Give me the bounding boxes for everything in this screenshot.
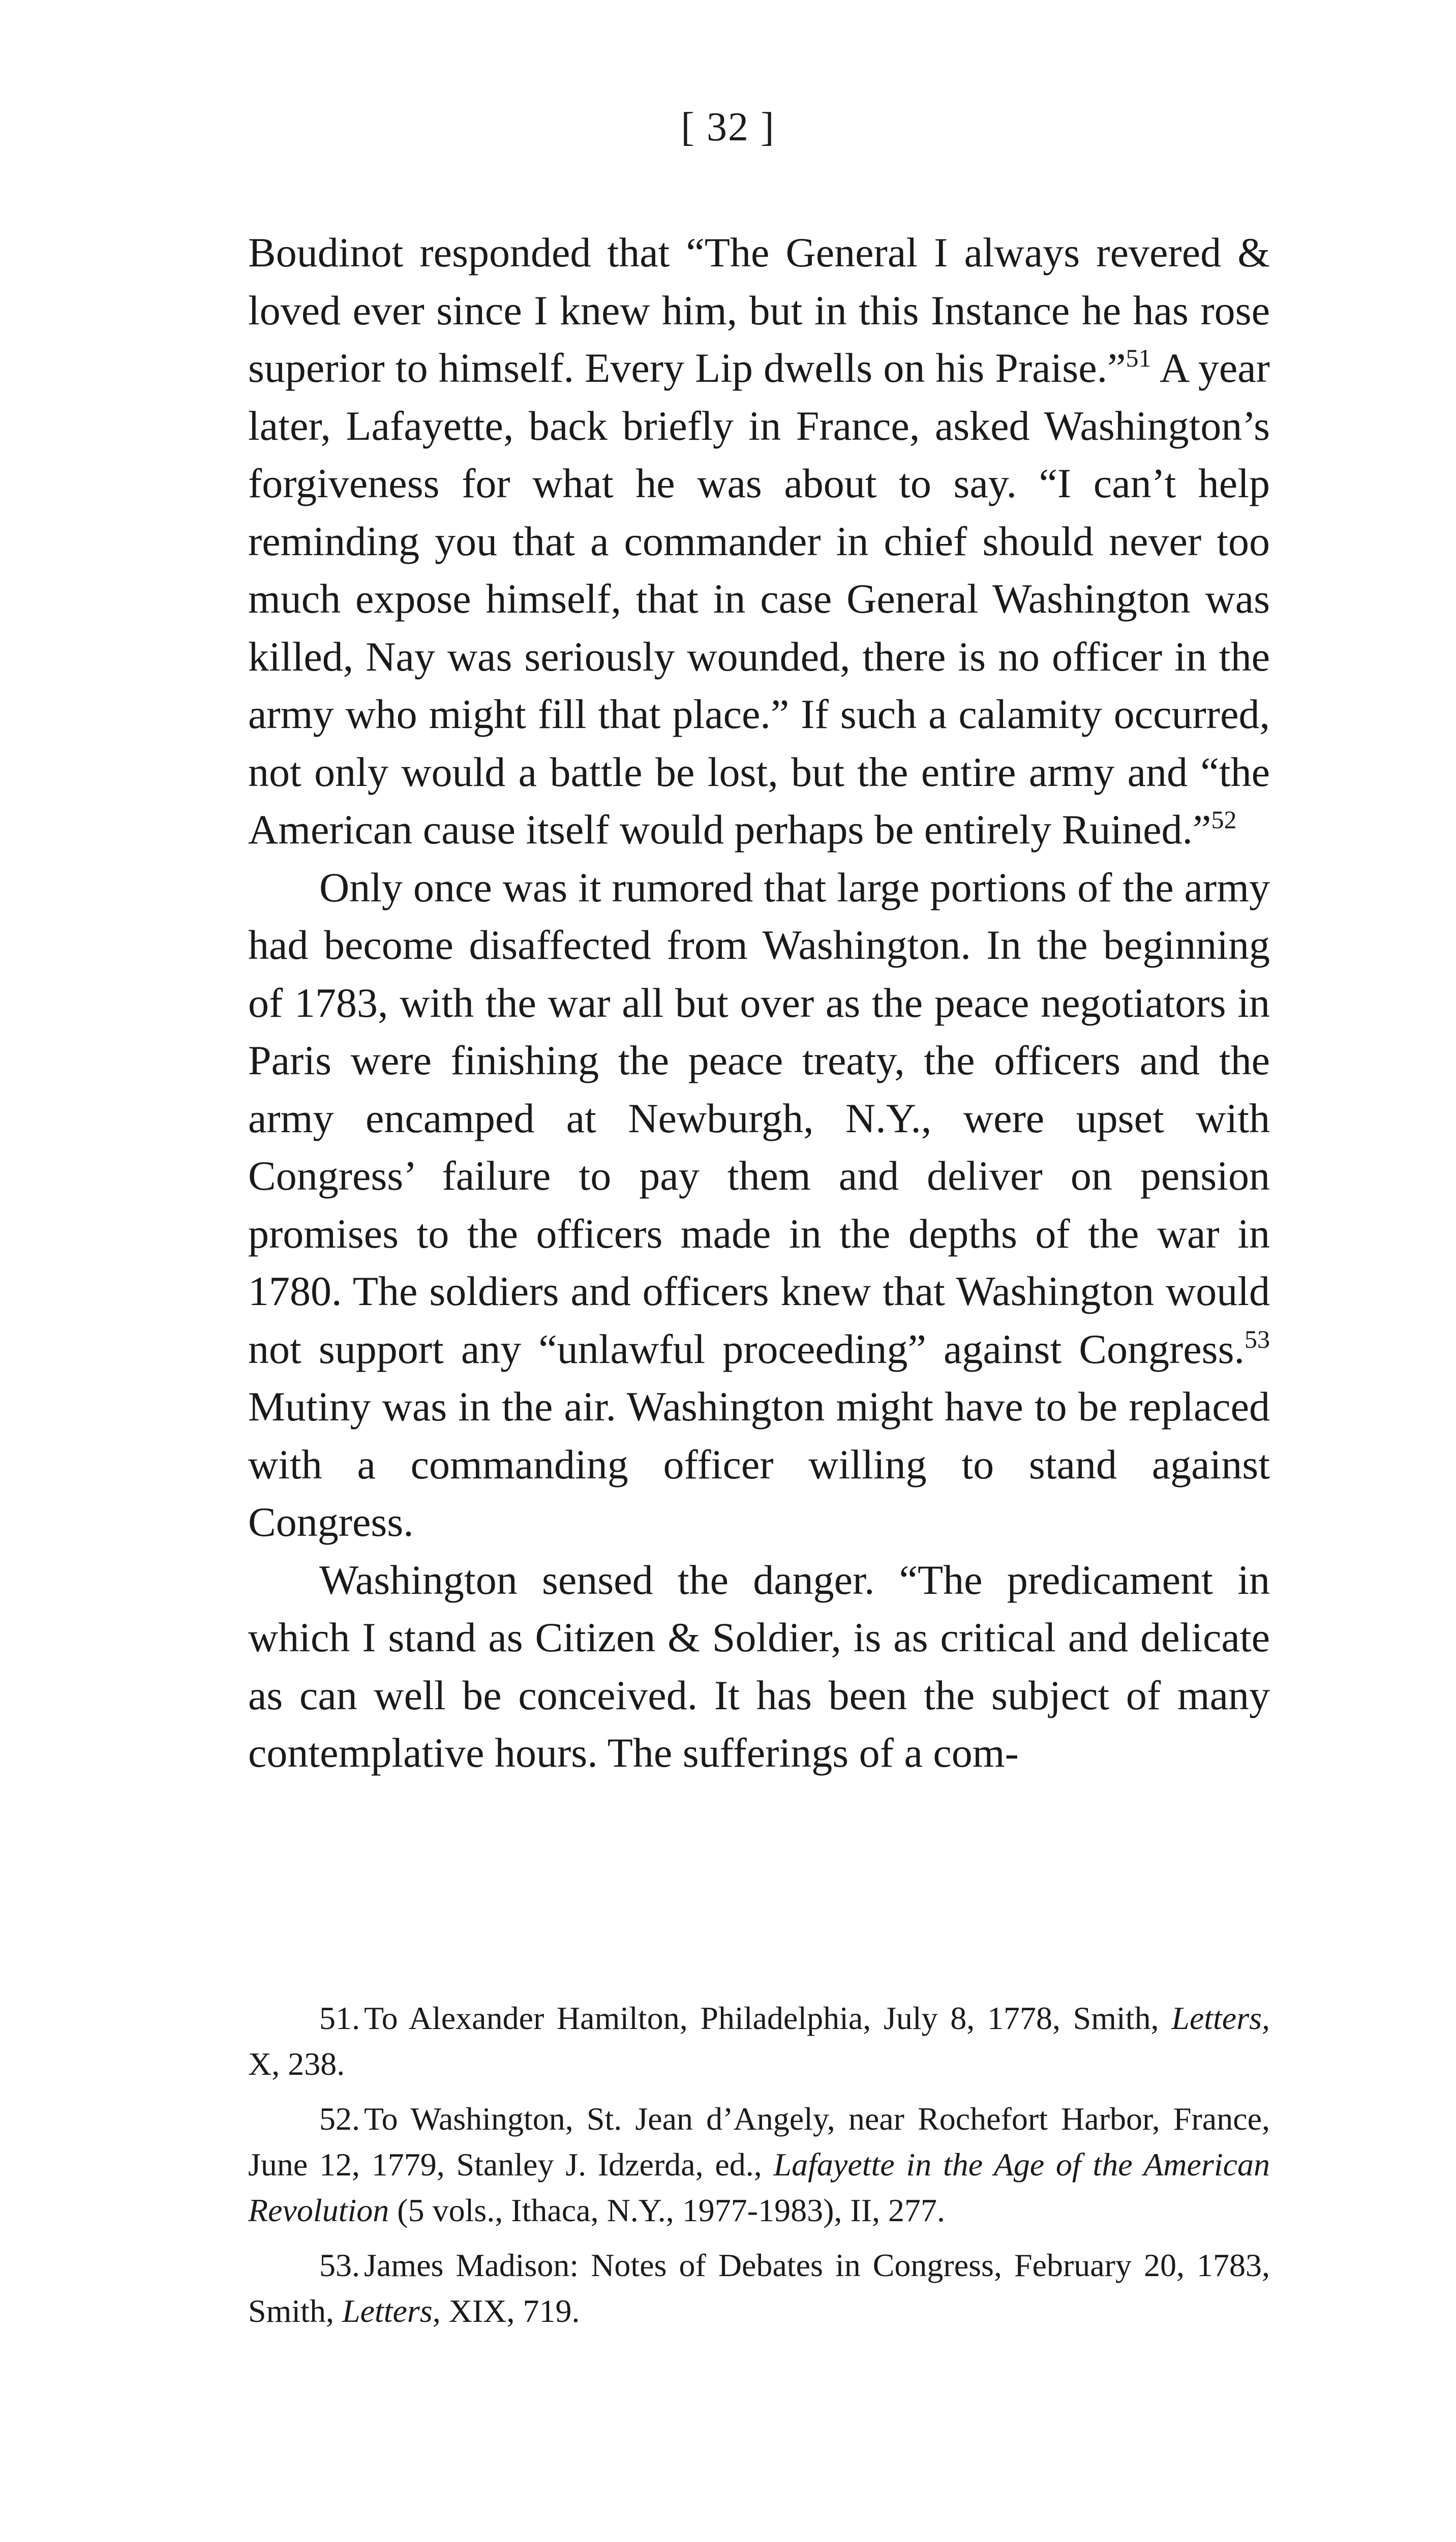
footnote-52 (248, 2096, 1270, 2233)
paragraph-text: Only once was it rumored that large portions of the army had become disaffected from Washington. In the beginning of 1783, with the war all but over as the peace negotiators in Paris were finishing the peace treaty, the officers and the army encamped at Newburgh, N.Y., were upset with Congress’ failure to pay them and deliver on pension promises to the officers made in the depths of the war in 1780. The soldiers and officers knew that Washington would not support any “unlawful proceeding” against Congress. (248, 864, 1270, 1372)
paragraph-3 (248, 1551, 1270, 1782)
footnote-text: James Madison: Notes of Debates in Congress, February 20, 1783, Smith, (248, 2247, 1270, 2329)
paragraph-text: Boudinot responded that “The General I always revered & loved ever since I knew him, but in this Instance he has rose superior to himself. Every Lip dwells on his Praise.” (248, 229, 1270, 391)
footnote-number: 51. (319, 2000, 360, 2036)
footnote-text: XIX, 719. (440, 2293, 580, 2329)
footnote-number: 53. (319, 2247, 360, 2283)
footnote-italic: Letters, (1171, 2000, 1270, 2036)
footnote-text: To Washington, St. Jean d’Angely, near Rochefort Harbor, France, June 12, 1779, Stanley J. Idzerda, ed., (248, 2101, 1270, 2183)
footnote-text: X, 238. (248, 2046, 345, 2082)
paragraph-text: Mutiny was in the air. Washington might have to be replaced with a commanding officer willing to stand against Congress. (248, 1383, 1270, 1545)
footnote-number: 52. (319, 2101, 360, 2137)
body-text (248, 224, 1270, 1782)
page-number: [ 32 ] (681, 105, 775, 149)
footnote-text: (5 vols., Ithaca, N.Y., 1977-1983), II, 277. (389, 2192, 945, 2228)
paragraph-text: Washington sensed the danger. “The predicament in which I stand as Citizen & Soldier, is as critical and delicate as can well be conceived. It has been the subject of many contemplative hours. The sufferings of a com- (248, 1556, 1270, 1776)
footnote-italic: Lafayette in the Age of the American Revolution (248, 2146, 1270, 2228)
footnote-ref: 52 (1211, 805, 1237, 834)
paragraph-text: A year later, Lafayette, back briefly in France, asked Washington’s forgiveness for what he was about to say. “I can’t help reminding you that a commander in chief should never too much expose himself, that in case General Washington was killed, Nay was seriously wounded, there is no officer in the army who might fill that place.” If such a calamity occurred, not only would a battle be lost, but the entire army and “the American cause itself would perhaps be entirely Ruined.” (248, 345, 1270, 853)
paragraph-2 (248, 859, 1270, 1551)
footnote-53 (248, 2243, 1270, 2334)
paragraph-1 (248, 224, 1270, 859)
footnotes (248, 1995, 1270, 2343)
footnote-text: To Alexander Hamilton, Philadelphia, July 8, 1778, Smith, (364, 2000, 1172, 2036)
footnote-ref: 53 (1245, 1324, 1270, 1353)
footnote-51 (248, 1995, 1270, 2087)
footnote-ref: 51 (1126, 344, 1151, 372)
footnote-italic: Letters, (342, 2293, 441, 2329)
